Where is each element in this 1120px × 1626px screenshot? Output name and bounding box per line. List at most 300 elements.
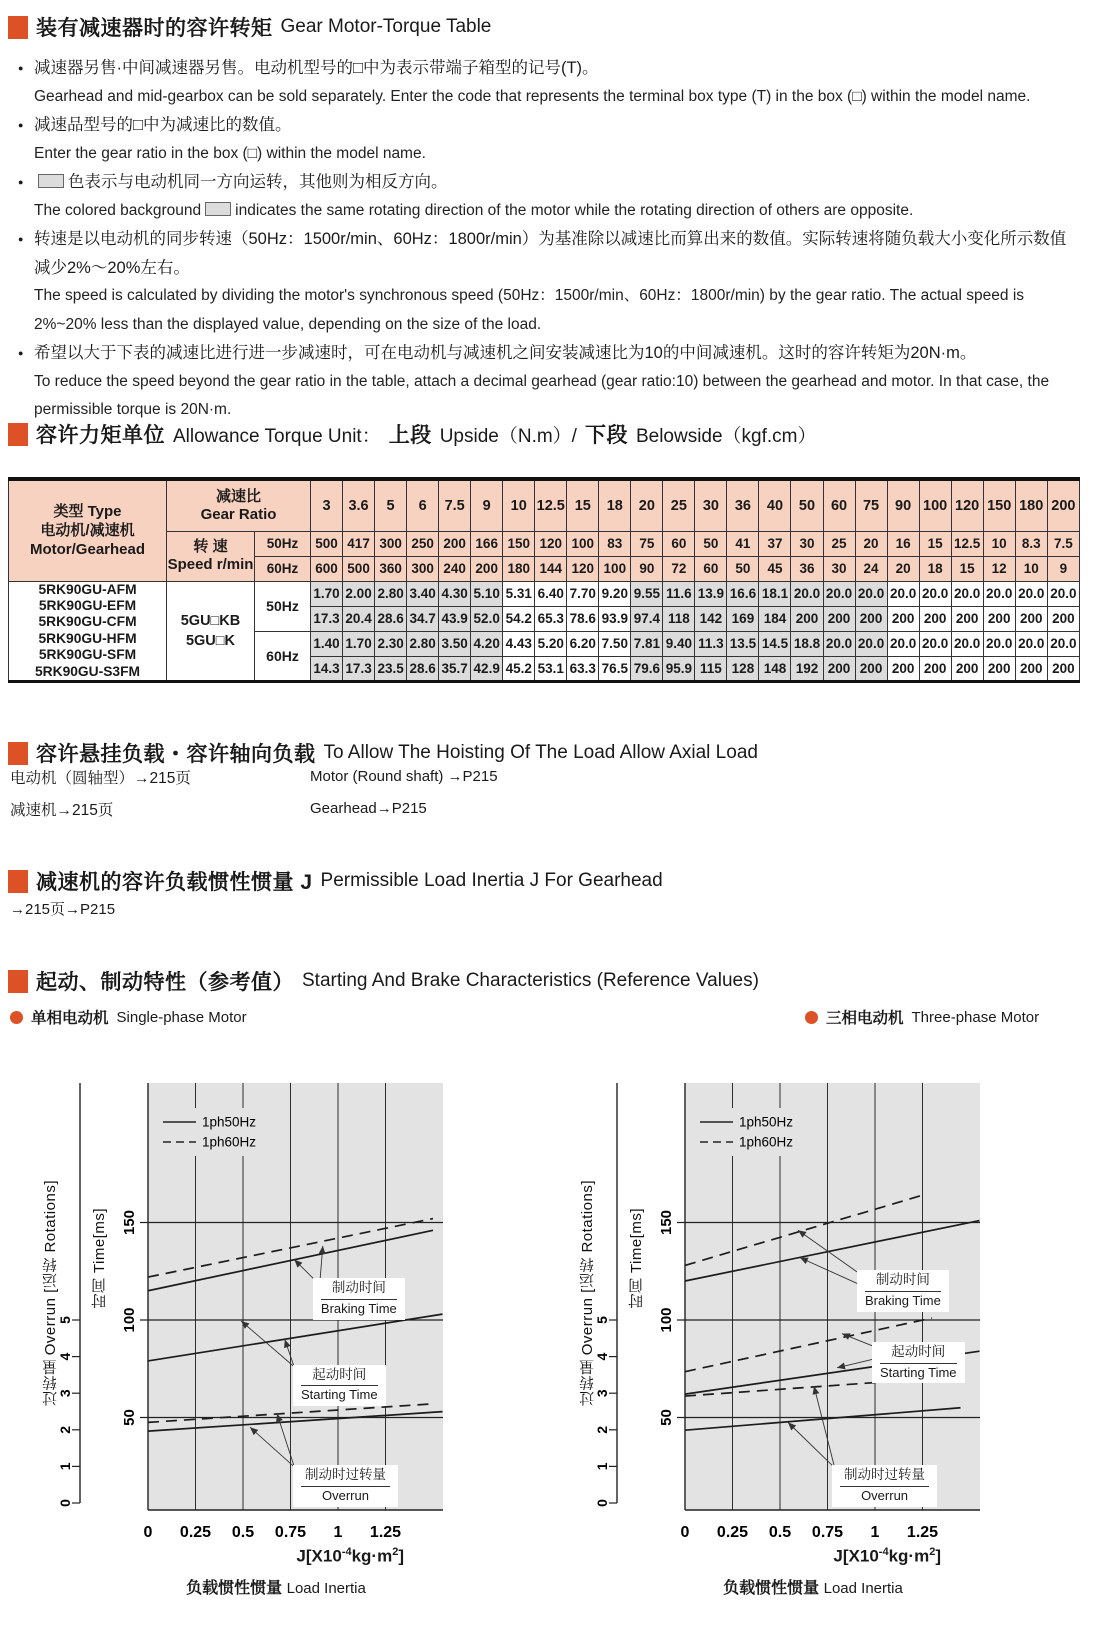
torque-cell-60hz-nm: 20.0 xyxy=(823,631,855,656)
speed-50hz-cell: 200 xyxy=(439,531,471,556)
bullet-cn-text: 希望以大于下表的减速比进行进一步减速时，可在电动机与减速机之间安装减速比为10的中间减速机。这时的容许转矩为20N·m。 xyxy=(34,344,977,362)
torque-cell-50hz-kgfcm: 54.2 xyxy=(503,606,535,631)
ratio-header-cell: 25 xyxy=(663,479,695,531)
speed-60hz-cell: 100 xyxy=(599,556,631,581)
torque-cell-60hz-kgfcm: 23.5 xyxy=(375,656,407,681)
type-header xyxy=(9,479,167,581)
type-header-line: Motor/Gearhead xyxy=(29,541,146,559)
torque-cell-60hz-kgfcm: 200 xyxy=(951,656,983,681)
model-list-cell xyxy=(9,581,167,681)
torque-cell-50hz-kgfcm: 28.6 xyxy=(375,606,407,631)
hoisting-title-en: To Allow The Hoisting Of The Load Allow Axial Load xyxy=(323,742,758,763)
x-axis-unit-label xyxy=(765,1546,941,1567)
torque-cell-50hz-kgfcm: 43.9 xyxy=(439,606,471,631)
x-tick-label: 0.5 xyxy=(768,1524,792,1541)
torque-cell-60hz-kgfcm: 35.7 xyxy=(439,656,471,681)
x-unit-mid: kg·m xyxy=(888,1546,930,1566)
bullet-dot-icon: ● xyxy=(18,177,24,187)
torque-cell-50hz-kgfcm: 200 xyxy=(951,606,983,631)
ratio-header-cell: 5 xyxy=(375,479,407,531)
ratio-header-cell: 6 xyxy=(407,479,439,531)
overrun-tick-label: 4 xyxy=(594,1352,610,1361)
torque-cell-50hz-kgfcm: 184 xyxy=(759,606,791,631)
torque-cell-50hz-nm: 13.9 xyxy=(695,581,727,606)
torque-cell-50hz-kgfcm: 200 xyxy=(887,606,919,631)
torque-cell-50hz-nm: 5.10 xyxy=(471,581,503,606)
three-phase-heading-en: Three-phase Motor xyxy=(911,1008,1040,1026)
annotation-en: Starting Time xyxy=(879,1364,957,1380)
allowance-title-cn: 容许力矩单位 xyxy=(36,424,165,447)
x-axis-unit-label xyxy=(228,1546,404,1567)
x-tick-label: 1 xyxy=(870,1524,880,1541)
ratio-header-cell: 120 xyxy=(951,479,983,531)
bullet-item xyxy=(10,111,1072,168)
speed-60hz-cell: 72 xyxy=(663,556,695,581)
speed-50hz-cell: 100 xyxy=(567,531,599,556)
single-phase-heading-en: Single-phase Motor xyxy=(116,1008,247,1026)
speed-60hz-cell: 600 xyxy=(311,556,343,581)
x-tick-label: 1.25 xyxy=(369,1524,402,1541)
x-tick-label: 1.25 xyxy=(906,1524,939,1541)
x-unit-sup: 2 xyxy=(929,1546,936,1558)
bullet-cn-text: 色表示与电动机同一方向运转，其他则为相反方向。 xyxy=(68,173,448,191)
torque-cell-60hz-nm: 2.30 xyxy=(375,631,407,656)
speed-50hz-cell: 30 xyxy=(791,531,823,556)
bullet-cn-line xyxy=(10,225,1072,282)
torque-cell-50hz-nm: 20.0 xyxy=(919,581,951,606)
table-row xyxy=(9,479,1080,531)
torque-cell-60hz-nm: 13.5 xyxy=(727,631,759,656)
x-tick-label: 0 xyxy=(143,1524,153,1541)
speed-60hz-cell: 60 xyxy=(695,556,727,581)
speed-50hz-cell: 10 xyxy=(983,531,1015,556)
ratio-header-cell: 200 xyxy=(1047,479,1079,531)
overrun-tick-label: 2 xyxy=(57,1425,73,1434)
overrun-tick-label: 3 xyxy=(594,1389,610,1398)
torque-cell-60hz-kgfcm: 95.9 xyxy=(663,656,695,681)
x-tick-label: 0.75 xyxy=(811,1524,844,1541)
annotation-box xyxy=(293,1465,398,1506)
torque-cell-50hz-nm: 9.55 xyxy=(631,581,663,606)
bullet-cn-line xyxy=(10,168,1072,197)
speed-50hz-cell: 50 xyxy=(695,531,727,556)
torque-table xyxy=(8,477,1080,683)
overrun-tick-label: 1 xyxy=(594,1462,610,1471)
torque-cell-60hz-nm: 20.0 xyxy=(951,631,983,656)
motor-round-shaft-link-en[interactable]: Motor (Round shaft) →P215 xyxy=(310,768,498,785)
bullet-item xyxy=(10,225,1072,339)
annotation-en: Overrun xyxy=(861,1487,909,1503)
single-phase-heading xyxy=(10,1006,247,1028)
bullet-item xyxy=(10,54,1072,111)
speed-60hz-cell: 45 xyxy=(759,556,791,581)
bullet-cn-text: 转速是以电动机的同步转速（50Hz：1500r/min、60Hz：1800r/min）为基准除以减速比而算出来的数值。实际转速将随负载大小变化所示数值减少2%～20%左右。 xyxy=(34,230,1067,277)
section-square-icon xyxy=(8,970,28,993)
torque-cell-50hz-kgfcm: 200 xyxy=(919,606,951,631)
torque-cell-60hz-kgfcm: 200 xyxy=(919,656,951,681)
speed-60hz-cell: 90 xyxy=(631,556,663,581)
speed-60hz-cell: 300 xyxy=(407,556,439,581)
three-phase-heading-cn: 三相电动机 xyxy=(826,1010,904,1027)
annotation-cn: 制动时间 xyxy=(865,1271,941,1292)
x-tick-label: 0 xyxy=(680,1524,690,1541)
x-unit-mid: kg·m xyxy=(351,1546,393,1566)
speed-50hz-cell: 12.5 xyxy=(951,531,983,556)
bullet-dot-icon: ● xyxy=(18,234,24,244)
annotation-box xyxy=(293,1365,386,1406)
torque-cell-60hz-nm: 7.81 xyxy=(631,631,663,656)
speed-cn: 转 速 xyxy=(193,538,228,555)
torque-cell-50hz-kgfcm: 200 xyxy=(791,606,823,631)
torque-cell-60hz-nm: 6.20 xyxy=(567,631,599,656)
annotation-en: Braking Time xyxy=(320,1300,397,1316)
torque-cell-60hz-nm: 4.43 xyxy=(503,631,535,656)
speed-60hz-cell: 50 xyxy=(727,556,759,581)
three-phase-chart xyxy=(567,1040,1037,1626)
torque-cell-60hz-nm: 20.0 xyxy=(855,631,887,656)
torque-cell-60hz-kgfcm: 200 xyxy=(983,656,1015,681)
torque-cell-50hz-nm: 20.0 xyxy=(887,581,919,606)
speed-60hz-cell: 200 xyxy=(471,556,503,581)
torque-cell-50hz-nm: 2.80 xyxy=(375,581,407,606)
x-unit-pre: J[X10 xyxy=(833,1546,879,1566)
caption-en: Load Inertia xyxy=(823,1580,903,1597)
torque-cell-50hz-kgfcm: 200 xyxy=(823,606,855,631)
overrun-axis-title: 过转量 Overrun [运转 Rotations] xyxy=(42,1180,59,1407)
torque-cell-50hz-kgfcm: 78.6 xyxy=(567,606,599,631)
x-tick-label: 0.75 xyxy=(274,1524,307,1541)
single-phase-heading-cn: 单相电动机 xyxy=(31,1010,109,1027)
bullet-list xyxy=(10,54,1072,425)
annotation-cn: 起动时间 xyxy=(301,1366,378,1387)
gearhead-link-en[interactable]: Gearhead→P215 xyxy=(310,800,427,817)
speed-50hz-cell: 25 xyxy=(823,531,855,556)
x-unit-post: ] xyxy=(398,1546,404,1566)
body-hz50-cell: 50Hz xyxy=(255,581,311,631)
torque-cell-50hz-kgfcm: 200 xyxy=(1015,606,1047,631)
allowance-lower-en: Belowside（kgf.cm） xyxy=(635,425,817,447)
model-name: 5RK90GU-AFM xyxy=(38,581,137,597)
ratio-header-cell: 10 xyxy=(503,479,535,531)
caption-cn: 负载惯性惯量 xyxy=(723,1580,824,1597)
legend-label: 1ph60Hz xyxy=(739,1134,794,1150)
allowance-upper-en: Upside（N.m）/ xyxy=(439,425,577,447)
ratio-header-cell: 60 xyxy=(823,479,855,531)
ratio-header-cell: 20 xyxy=(631,479,663,531)
gear-ratio-en: Gear Ratio xyxy=(200,505,277,523)
torque-cell-60hz-nm: 3.50 xyxy=(439,631,471,656)
type-header-line: 类型 Type xyxy=(53,503,122,521)
annotation-box xyxy=(313,1278,405,1319)
bullet-en-text: To reduce the speed beyond the gear ratio in the table, attach a decimal gearhead (gear ratio:10) between the gearhead and motor. In that case, the permissible torque is 20N·m. xyxy=(34,372,1050,418)
torque-cell-60hz-nm: 7.50 xyxy=(599,631,631,656)
annotation-cn: 制动时过转量 xyxy=(840,1466,929,1487)
speed-60hz-cell: 180 xyxy=(503,556,535,581)
time-axis-title: 时间 Time[ms] xyxy=(628,1208,645,1309)
bullet-dot-icon: ● xyxy=(18,120,24,130)
torque-cell-50hz-kgfcm: 17.3 xyxy=(311,606,343,631)
section-square-icon xyxy=(8,870,28,893)
torque-cell-50hz-kgfcm: 65.3 xyxy=(535,606,567,631)
torque-cell-50hz-nm: 9.20 xyxy=(599,581,631,606)
torque-cell-60hz-kgfcm: 128 xyxy=(727,656,759,681)
torque-cell-50hz-nm: 18.1 xyxy=(759,581,791,606)
speed-50hz-cell: 166 xyxy=(471,531,503,556)
speed-60hz-cell: 240 xyxy=(439,556,471,581)
section-title-cn: 装有减速器时的容许转矩 xyxy=(36,17,273,40)
starting-brake-title-en: Starting And Brake Characteristics (Reference Values) xyxy=(302,970,759,991)
torque-cell-50hz-nm: 20.0 xyxy=(1047,581,1079,606)
bullet-en-line xyxy=(10,282,1072,339)
time-tick-label: 50 xyxy=(658,1409,675,1426)
torque-cell-60hz-nm: 2.80 xyxy=(407,631,439,656)
bullet-en-text: Gearhead and mid-gearbox can be sold separately. Enter the code that represents the terminal box type (T) in the box (□) within the model name. xyxy=(34,87,1031,105)
torque-cell-50hz-kgfcm: 169 xyxy=(727,606,759,631)
gearhead-link-cn[interactable]: 减速机→215页 xyxy=(10,802,114,819)
torque-cell-50hz-nm: 11.6 xyxy=(663,581,695,606)
legend-label: 1ph50Hz xyxy=(739,1114,794,1130)
torque-cell-50hz-nm: 20.0 xyxy=(855,581,887,606)
speed-50hz-cell: 150 xyxy=(503,531,535,556)
gearhead-cell xyxy=(167,581,255,681)
hz60-header: 60Hz xyxy=(255,556,311,581)
torque-cell-50hz-nm: 1.70 xyxy=(311,581,343,606)
model-name: 5RK90GU-S3FM xyxy=(34,663,141,679)
annotation-en: Overrun xyxy=(321,1487,369,1503)
x-tick-label: 1 xyxy=(333,1524,343,1541)
torque-cell-60hz-kgfcm: 63.3 xyxy=(567,656,599,681)
body-hz60-cell: 60Hz xyxy=(255,631,311,681)
overrun-tick-label: 3 xyxy=(57,1389,73,1398)
speed-60hz-cell: 30 xyxy=(823,556,855,581)
section-square-icon xyxy=(8,742,28,765)
speed-header xyxy=(167,531,255,581)
torque-cell-50hz-nm: 16.6 xyxy=(727,581,759,606)
annotation-box xyxy=(832,1465,937,1506)
torque-cell-60hz-kgfcm: 53.1 xyxy=(535,656,567,681)
speed-50hz-cell: 7.5 xyxy=(1047,531,1079,556)
torque-cell-50hz-nm: 20.0 xyxy=(951,581,983,606)
speed-50hz-cell: 500 xyxy=(311,531,343,556)
ratio-header-cell: 40 xyxy=(759,479,791,531)
ratio-header-cell: 12.5 xyxy=(535,479,567,531)
torque-cell-50hz-kgfcm: 93.9 xyxy=(599,606,631,631)
bullet-dot-icon xyxy=(10,1011,23,1024)
ratio-header-cell: 3.6 xyxy=(343,479,375,531)
torque-cell-60hz-nm: 5.20 xyxy=(535,631,567,656)
speed-50hz-cell: 8.3 xyxy=(1015,531,1047,556)
x-tick-label: 0.5 xyxy=(231,1524,255,1541)
ratio-header-cell: 36 xyxy=(727,479,759,531)
x-axis-caption xyxy=(148,1575,404,1598)
torque-cell-50hz-nm: 20.0 xyxy=(791,581,823,606)
caption-cn: 负载惯性惯量 xyxy=(186,1580,287,1597)
torque-cell-50hz-kgfcm: 200 xyxy=(1047,606,1079,631)
torque-cell-50hz-kgfcm: 97.4 xyxy=(631,606,663,631)
overrun-tick-label: 1 xyxy=(57,1462,73,1471)
speed-60hz-cell: 20 xyxy=(887,556,919,581)
section-square-icon xyxy=(8,16,28,39)
allowance-lower-cn: 下段 xyxy=(584,424,628,447)
speed-50hz-cell: 120 xyxy=(535,531,567,556)
torque-cell-60hz-nm: 20.0 xyxy=(983,631,1015,656)
bullet-dot-icon: ● xyxy=(18,348,24,358)
torque-cell-60hz-kgfcm: 79.6 xyxy=(631,656,663,681)
inertia-page-link[interactable]: →215页→P215 xyxy=(10,901,116,918)
speed-60hz-cell: 10 xyxy=(1015,556,1047,581)
bullet-dot-icon: ● xyxy=(18,63,24,73)
annotation-cn: 制动时间 xyxy=(321,1279,397,1300)
torque-cell-60hz-nm: 20.0 xyxy=(1047,631,1079,656)
torque-cell-60hz-nm: 18.8 xyxy=(791,631,823,656)
torque-cell-50hz-nm: 20.0 xyxy=(823,581,855,606)
torque-cell-50hz-nm: 5.31 xyxy=(503,581,535,606)
torque-cell-60hz-kgfcm: 28.6 xyxy=(407,656,439,681)
speed-50hz-cell: 417 xyxy=(343,531,375,556)
speed-60hz-cell: 12 xyxy=(983,556,1015,581)
speed-60hz-cell: 18 xyxy=(919,556,951,581)
gear-ratio-cn: 减速比 xyxy=(216,487,262,505)
section-header-load-inertia xyxy=(8,866,663,896)
ratio-header-cell: 75 xyxy=(855,479,887,531)
table-row xyxy=(9,531,1080,556)
torque-cell-60hz-nm: 11.3 xyxy=(695,631,727,656)
overrun-tick-label: 5 xyxy=(57,1316,73,1324)
torque-cell-60hz-kgfcm: 148 xyxy=(759,656,791,681)
annotation-box xyxy=(857,1270,949,1311)
torque-cell-60hz-kgfcm: 200 xyxy=(1015,656,1047,681)
speed-50hz-cell: 83 xyxy=(599,531,631,556)
time-axis-title: 时间 Time[ms] xyxy=(91,1208,108,1309)
overrun-axis-title: 过转量 Overrun [运转 Rotations] xyxy=(579,1180,596,1407)
inertia-title-en: Permissible Load Inertia J For Gearhead xyxy=(320,870,663,891)
annotation-en: Braking Time xyxy=(864,1292,941,1308)
time-tick-label: 150 xyxy=(121,1209,138,1236)
torque-cell-50hz-nm: 20.0 xyxy=(983,581,1015,606)
bullet-en-line xyxy=(10,197,1072,226)
time-tick-label: 150 xyxy=(658,1209,675,1236)
overrun-tick-label: 0 xyxy=(594,1499,610,1507)
inertia-title-cn: 减速机的容许负载惯性惯量 J xyxy=(36,871,313,894)
time-tick-label: 100 xyxy=(121,1307,138,1333)
speed-50hz-cell: 16 xyxy=(887,531,919,556)
torque-cell-60hz-nm: 1.40 xyxy=(311,631,343,656)
x-unit-post: ] xyxy=(935,1546,941,1566)
torque-cell-60hz-kgfcm: 200 xyxy=(823,656,855,681)
ratio-header-cell: 3 xyxy=(311,479,343,531)
gearhead-name: 5GU□K xyxy=(185,632,236,649)
speed-60hz-cell: 24 xyxy=(855,556,887,581)
bullet-en-line xyxy=(10,368,1072,425)
gearhead-name: 5GU□KB xyxy=(180,612,241,629)
model-name: 5RK90GU-SFM xyxy=(38,647,137,663)
section-square-icon xyxy=(8,423,28,446)
torque-cell-60hz-kgfcm: 76.5 xyxy=(599,656,631,681)
torque-cell-60hz-kgfcm: 14.3 xyxy=(311,656,343,681)
bullet-cn-line xyxy=(10,111,1072,140)
ratio-header-cell: 100 xyxy=(919,479,951,531)
bullet-en-text: The colored background xyxy=(34,201,202,219)
torque-cell-60hz-kgfcm: 200 xyxy=(855,656,887,681)
x-tick-label: 0.25 xyxy=(179,1524,212,1541)
speed-60hz-cell: 15 xyxy=(951,556,983,581)
speed-60hz-cell: 36 xyxy=(791,556,823,581)
overrun-tick-label: 0 xyxy=(57,1499,73,1507)
torque-cell-60hz-nm: 20.0 xyxy=(919,631,951,656)
bullet-item xyxy=(10,168,1072,225)
ratio-header-cell: 15 xyxy=(567,479,599,531)
overrun-tick-label: 2 xyxy=(594,1425,610,1434)
table-row xyxy=(9,581,1080,606)
torque-cell-50hz-kgfcm: 200 xyxy=(983,606,1015,631)
direction-color-swatch xyxy=(205,202,231,216)
torque-cell-60hz-kgfcm: 192 xyxy=(791,656,823,681)
torque-cell-60hz-kgfcm: 115 xyxy=(695,656,727,681)
speed-50hz-cell: 75 xyxy=(631,531,663,556)
hoisting-title-cn: 容许悬挂负载・容许轴向负载 xyxy=(36,743,316,766)
torque-cell-50hz-kgfcm: 20.4 xyxy=(343,606,375,631)
bullet-cn-line xyxy=(10,339,1072,368)
speed-50hz-cell: 41 xyxy=(727,531,759,556)
overrun-tick-label: 4 xyxy=(57,1352,73,1361)
gear-ratio-header xyxy=(167,479,311,531)
torque-cell-50hz-nm: 3.40 xyxy=(407,581,439,606)
torque-cell-60hz-nm: 20.0 xyxy=(887,631,919,656)
model-name: 5RK90GU-EFM xyxy=(38,597,137,613)
hz50-header: 50Hz xyxy=(255,531,311,556)
bullet-cn-text: 减速器另售·中间减速器另售。电动机型号的□中为表示带端子箱型的记号(T)。 xyxy=(34,59,599,77)
torque-cell-60hz-kgfcm: 200 xyxy=(887,656,919,681)
speed-en: Speed r/min xyxy=(167,556,254,573)
torque-cell-60hz-nm: 20.0 xyxy=(1015,631,1047,656)
type-header-line: 电动机/减速机 xyxy=(40,522,135,540)
bullet-en-text: Enter the gear ratio in the box (□) within the model name. xyxy=(34,144,426,162)
speed-50hz-cell: 15 xyxy=(919,531,951,556)
speed-50hz-cell: 300 xyxy=(375,531,407,556)
time-tick-label: 50 xyxy=(121,1409,138,1426)
torque-cell-50hz-kgfcm: 200 xyxy=(855,606,887,631)
bullet-cn-text: 减速品型号的□中为减速比的数值。 xyxy=(34,116,292,134)
ratio-header-cell: 7.5 xyxy=(439,479,471,531)
annotation-box xyxy=(872,1342,965,1383)
torque-cell-50hz-kgfcm: 118 xyxy=(663,606,695,631)
single-phase-chart xyxy=(30,1040,500,1626)
speed-50hz-cell: 20 xyxy=(855,531,887,556)
torque-cell-50hz-nm: 4.30 xyxy=(439,581,471,606)
speed-60hz-cell: 120 xyxy=(567,556,599,581)
annotation-cn: 制动时过转量 xyxy=(301,1466,390,1487)
torque-cell-60hz-kgfcm: 200 xyxy=(1047,656,1079,681)
ratio-header-cell: 30 xyxy=(695,479,727,531)
ratio-header-cell: 150 xyxy=(983,479,1015,531)
allowance-upper-cn: 上段 xyxy=(388,424,432,447)
starting-brake-title-cn: 起动、制动特性（参考值） xyxy=(36,971,294,994)
bullet-en-line xyxy=(10,83,1072,112)
torque-cell-50hz-kgfcm: 34.7 xyxy=(407,606,439,631)
speed-60hz-cell: 360 xyxy=(375,556,407,581)
bullet-en-line xyxy=(10,140,1072,169)
x-unit-sup: -4 xyxy=(878,1546,889,1558)
torque-cell-50hz-nm: 6.40 xyxy=(535,581,567,606)
torque-cell-60hz-nm: 14.5 xyxy=(759,631,791,656)
motor-round-shaft-link-cn[interactable]: 电动机（圆轴型）→215页 xyxy=(10,770,191,787)
torque-cell-60hz-kgfcm: 42.9 xyxy=(471,656,503,681)
speed-50hz-cell: 250 xyxy=(407,531,439,556)
x-unit-sup: -4 xyxy=(341,1546,352,1558)
section-header-gear-motor-torque xyxy=(8,12,491,42)
bullet-dot-icon xyxy=(805,1011,818,1024)
bullet-item xyxy=(10,339,1072,425)
